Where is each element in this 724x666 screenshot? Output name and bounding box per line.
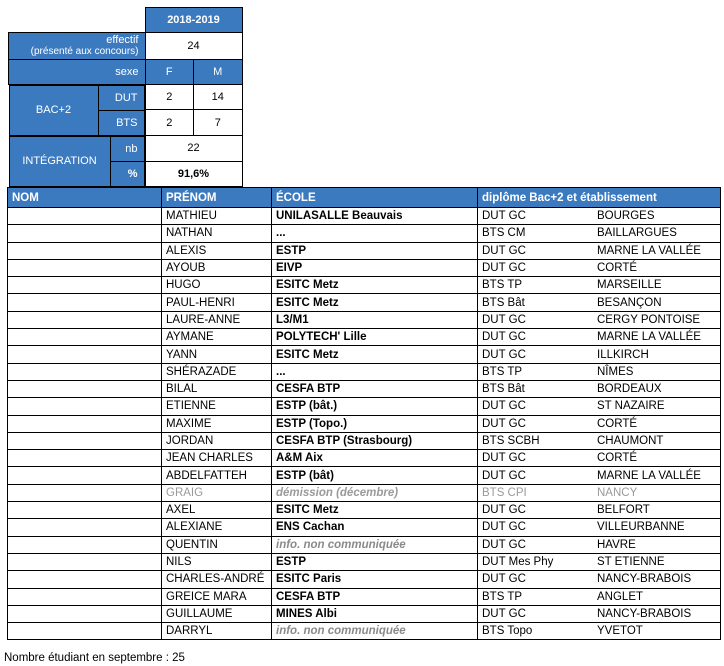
cell-nom — [8, 363, 162, 380]
cell-diplome: DUT GC — [478, 259, 594, 276]
cell-diplome: DUT GC — [478, 242, 594, 259]
cell-diplome: DUT GC — [478, 329, 594, 346]
cell-nom — [8, 259, 162, 276]
cell-ecole: ESTP (Topo.) — [272, 415, 478, 432]
cell-prenom: HUGO — [162, 277, 272, 294]
table-row — [8, 294, 721, 311]
cell-ecole: ... — [272, 363, 478, 380]
pct-label: % — [110, 161, 144, 186]
cell-prenom: DARRYL — [162, 623, 272, 640]
cell-prenom: YANN — [162, 346, 272, 363]
cell-ecole: A&M Aix — [272, 450, 478, 467]
cell-diplome: DUT GC — [478, 398, 594, 415]
cell-diplome: DUT GC — [478, 450, 594, 467]
table-row — [8, 225, 721, 242]
cell-nom — [8, 329, 162, 346]
cell-nom — [8, 242, 162, 259]
dut-m-value: 14 — [194, 84, 243, 110]
cell-nom — [8, 398, 162, 415]
cell-nom — [8, 311, 162, 328]
cell-nom — [8, 208, 162, 225]
cell-etablissement: BELFORT — [593, 502, 721, 519]
cell-prenom: CHARLES-ANDRÉ — [162, 571, 272, 588]
cell-etablissement: ST ETIENNE — [593, 553, 721, 570]
cell-ecole: L3/M1 — [272, 311, 478, 328]
year-header: 2018-2019 — [145, 8, 242, 33]
cell-ecole: UNILASALLE Beauvais — [272, 208, 478, 225]
cell-diplome: DUT GC — [478, 519, 594, 536]
cell-ecole: ESITC Metz — [272, 277, 478, 294]
table-row — [8, 329, 721, 346]
table-row — [8, 536, 721, 553]
cell-prenom: AXEL — [162, 502, 272, 519]
integration-block — [9, 136, 146, 187]
cell-diplome: DUT GC — [478, 536, 594, 553]
cell-ecole: ESTP — [272, 553, 478, 570]
cell-etablissement: NANCY-BRABOIS — [593, 605, 721, 622]
table-row — [8, 484, 721, 501]
cell-diplome: BTS TP — [478, 588, 594, 605]
sex-m-header: M — [194, 59, 243, 84]
cell-etablissement: CORTÉ — [593, 259, 721, 276]
bts-label: BTS — [98, 110, 144, 135]
table-row — [8, 208, 721, 225]
dut-label: DUT — [98, 85, 144, 110]
cell-prenom: ALEXIS — [162, 242, 272, 259]
cell-ecole: MINES Albi — [272, 605, 478, 622]
cell-prenom: ABDELFATTEH — [162, 467, 272, 484]
cell-etablissement: YVETOT — [593, 623, 721, 640]
cell-nom — [8, 415, 162, 432]
cell-ecole: info. non communiquée — [272, 623, 478, 640]
cell-ecole: ESITC Metz — [272, 346, 478, 363]
bts-m-value: 7 — [194, 110, 243, 136]
cell-etablissement: ST NAZAIRE — [593, 398, 721, 415]
effectif-value: 24 — [145, 32, 242, 59]
cell-nom — [8, 623, 162, 640]
cell-prenom: LAURE-ANNE — [162, 311, 272, 328]
cell-diplome: DUT GC — [478, 311, 594, 328]
cell-etablissement: ILLKIRCH — [593, 346, 721, 363]
table-row — [8, 259, 721, 276]
cell-ecole: CESFA BTP — [272, 588, 478, 605]
bac2-block — [9, 84, 146, 136]
cell-nom — [8, 571, 162, 588]
cell-ecole: CESFA BTP (Strasbourg) — [272, 432, 478, 449]
cell-etablissement: CERGY PONTOISE — [593, 311, 721, 328]
cell-etablissement: NÎMES — [593, 363, 721, 380]
cell-diplome: BTS TP — [478, 363, 594, 380]
cell-diplome: BTS CM — [478, 225, 594, 242]
cell-nom — [8, 450, 162, 467]
cell-diplome: BTS CPI — [478, 484, 594, 501]
integration-label: INTÉGRATION — [9, 136, 110, 186]
table-row — [8, 415, 721, 432]
table-row — [8, 311, 721, 328]
cell-etablissement: MARNE LA VALLÉE — [593, 329, 721, 346]
cell-etablissement: BAILLARGUES — [593, 225, 721, 242]
cell-etablissement: HAVRE — [593, 536, 721, 553]
cell-diplome: DUT GC — [478, 415, 594, 432]
cell-ecole: ESITC Metz — [272, 502, 478, 519]
sexe-label: sexe — [9, 59, 146, 84]
cell-nom — [8, 536, 162, 553]
cell-prenom: AYMANE — [162, 329, 272, 346]
student-list-table — [7, 187, 721, 640]
table-row — [8, 346, 721, 363]
cell-nom — [8, 346, 162, 363]
table-row — [8, 467, 721, 484]
cell-prenom: NATHAN — [162, 225, 272, 242]
cell-prenom: GRAIG — [162, 484, 272, 501]
cell-nom — [8, 277, 162, 294]
col-prenom-header: PRÉNOM — [162, 188, 272, 208]
cell-prenom: JEAN CHARLES — [162, 450, 272, 467]
table-row — [8, 242, 721, 259]
cell-etablissement: BOURGES — [593, 208, 721, 225]
cell-diplome: DUT GC — [478, 467, 594, 484]
cell-nom — [8, 553, 162, 570]
footnote: Nombre étudiant en septembre : 25 — [4, 652, 185, 664]
table-row — [8, 450, 721, 467]
cell-prenom: MAXIME — [162, 415, 272, 432]
cell-diplome: BTS Topo — [478, 623, 594, 640]
cell-nom — [8, 519, 162, 536]
cell-ecole: info. non communiquée — [272, 536, 478, 553]
list-body — [8, 208, 721, 640]
summary-table — [8, 7, 243, 187]
bac2-label: BAC+2 — [9, 85, 98, 135]
cell-ecole: ESITC Metz — [272, 294, 478, 311]
dut-f-value: 2 — [145, 84, 194, 110]
table-row — [8, 588, 721, 605]
table-row — [8, 363, 721, 380]
table-row — [8, 502, 721, 519]
cell-prenom: NILS — [162, 553, 272, 570]
cell-nom — [8, 467, 162, 484]
cell-prenom: QUENTIN — [162, 536, 272, 553]
cell-prenom: ETIENNE — [162, 398, 272, 415]
cell-ecole: CESFA BTP — [272, 380, 478, 397]
sex-f-header: F — [145, 59, 194, 84]
nb-value: 22 — [145, 136, 242, 162]
cell-diplome: BTS Bât — [478, 380, 594, 397]
table-row — [8, 432, 721, 449]
cell-prenom: AYOUB — [162, 259, 272, 276]
cell-nom — [8, 588, 162, 605]
pct-value: 91,6% — [145, 161, 242, 187]
cell-prenom: GREICE MARA — [162, 588, 272, 605]
cell-etablissement: BORDEAUX — [593, 380, 721, 397]
cell-etablissement: CORTÉ — [593, 450, 721, 467]
cell-diplome: DUT GC — [478, 571, 594, 588]
nb-label: nb — [110, 136, 144, 161]
cell-ecole: ESTP — [272, 242, 478, 259]
cell-ecole: EIVP — [272, 259, 478, 276]
cell-ecole: ENS Cachan — [272, 519, 478, 536]
cell-etablissement: CORTÉ — [593, 415, 721, 432]
table-row — [8, 277, 721, 294]
cell-nom — [8, 294, 162, 311]
cell-etablissement: BESANÇON — [593, 294, 721, 311]
cell-etablissement: VILLEURBANNE — [593, 519, 721, 536]
cell-prenom: BILAL — [162, 380, 272, 397]
cell-prenom: SHÉRAZADE — [162, 363, 272, 380]
cell-diplome: DUT GC — [478, 208, 594, 225]
cell-nom — [8, 502, 162, 519]
cell-diplome: BTS TP — [478, 277, 594, 294]
cell-diplome: BTS Bât — [478, 294, 594, 311]
cell-prenom: GUILLAUME — [162, 605, 272, 622]
cell-prenom: ALEXIANE — [162, 519, 272, 536]
cell-diplome: DUT Mes Phy — [478, 553, 594, 570]
cell-prenom: PAUL-HENRI — [162, 294, 272, 311]
cell-etablissement: CHAUMONT — [593, 432, 721, 449]
table-row — [8, 380, 721, 397]
table-row — [8, 519, 721, 536]
cell-nom — [8, 225, 162, 242]
cell-etablissement: NANCY — [593, 484, 721, 501]
table-row — [8, 398, 721, 415]
cell-etablissement: MARSEILLE — [593, 277, 721, 294]
effectif-subtitle: (présenté aux concours) — [30, 46, 139, 57]
cell-diplome: DUT GC — [478, 605, 594, 622]
cell-ecole: POLYTECH' Lille — [272, 329, 478, 346]
table-row — [8, 553, 721, 570]
bts-f-value: 2 — [145, 110, 194, 136]
table-row — [8, 605, 721, 622]
cell-ecole: ESITC Paris — [272, 571, 478, 588]
cell-etablissement: MARNE LA VALLÉE — [593, 467, 721, 484]
cell-ecole: ... — [272, 225, 478, 242]
col-nom-header: NOM — [8, 188, 162, 208]
table-row — [8, 571, 721, 588]
effectif-title: effectif — [106, 34, 139, 46]
cell-nom — [8, 380, 162, 397]
effectif-label — [9, 32, 146, 59]
col-diplome-header: diplôme Bac+2 et établissement — [478, 188, 721, 208]
table-row — [8, 623, 721, 640]
cell-prenom: JORDAN — [162, 432, 272, 449]
cell-nom — [8, 605, 162, 622]
list-header-row — [8, 188, 721, 208]
cell-nom — [8, 484, 162, 501]
cell-etablissement: MARNE LA VALLÉE — [593, 242, 721, 259]
cell-etablissement: NANCY-BRABOIS — [593, 571, 721, 588]
cell-diplome: DUT GC — [478, 346, 594, 363]
cell-ecole: ESTP (bât) — [272, 467, 478, 484]
cell-diplome: BTS SCBH — [478, 432, 594, 449]
cell-diplome: DUT GC — [478, 502, 594, 519]
cell-etablissement: ANGLET — [593, 588, 721, 605]
cell-ecole: ESTP (bât.) — [272, 398, 478, 415]
cell-prenom: MATHIEU — [162, 208, 272, 225]
cell-nom — [8, 432, 162, 449]
col-ecole-header: ÉCOLE — [272, 188, 478, 208]
cell-ecole: démission (décembre) — [272, 484, 478, 501]
